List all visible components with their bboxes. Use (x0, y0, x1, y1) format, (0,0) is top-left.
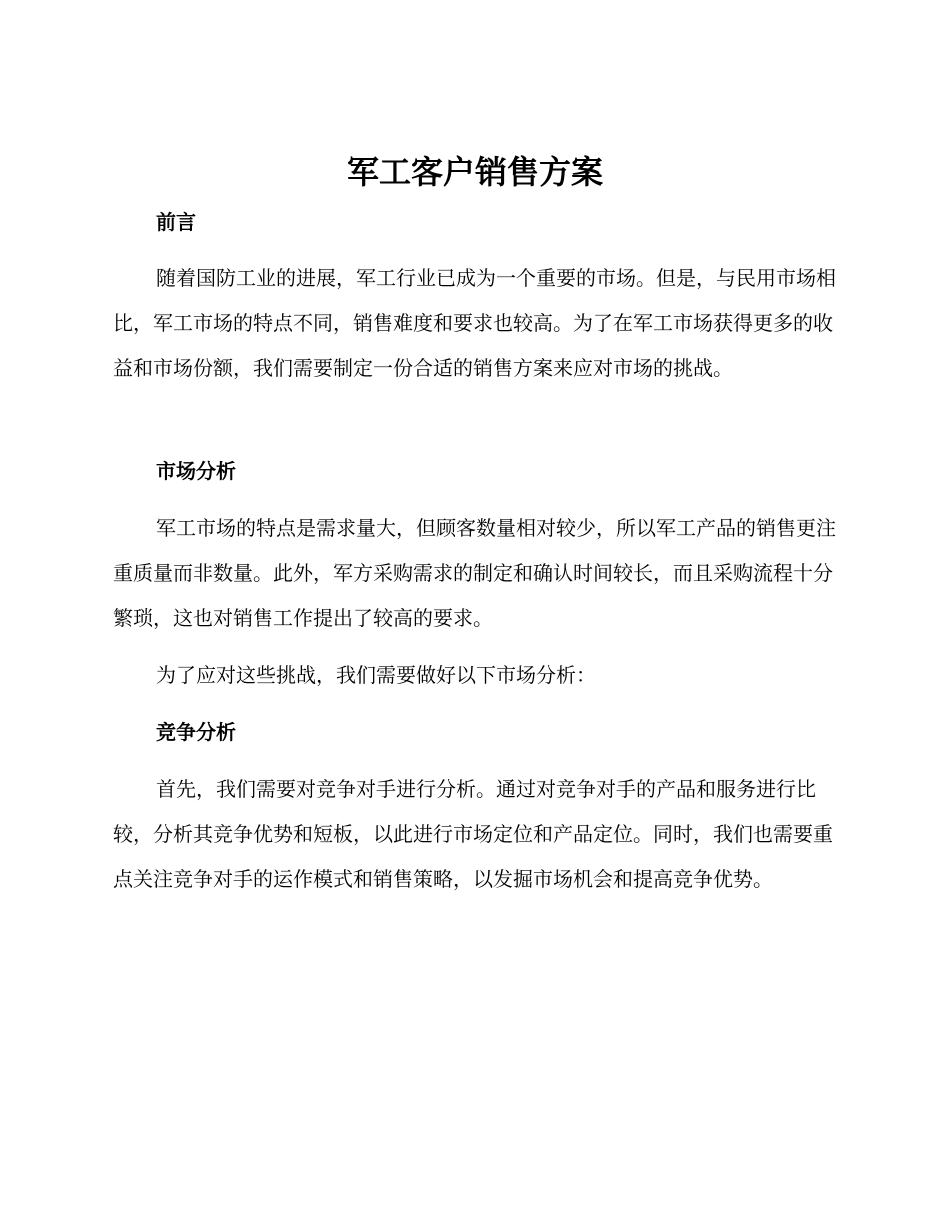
section-heading-competition-analysis: 竞争分析 (156, 720, 236, 744)
document-title: 军工客户销售方案 (346, 153, 603, 191)
section-heading-preface: 前言 (156, 210, 196, 234)
paragraph-competition-analysis: 首先，我们需要对竞争对手进行分析。通过对竞争对手的产品和服务进行比较，分析其竞争优势和短板，以此进行市场定位和产品定位。同时，我们也需要重点关注竞争对手的运作模式和销售策略，以发掘市场机会和提高竞争优势。 (113, 777, 833, 891)
paragraph-preface: 随着国防工业的进展，军工行业已成为一个重要的市场。但是，与民用市场相比，军工市场的特点不同，销售难度和要求也较高。为了在军工市场获得更多的收益和市场份额，我们需要制定一份合适的销售方案来应对市场的挑战。 (113, 266, 836, 380)
paragraph-market-analysis: 军工市场的特点是需求量大，但顾客数量相对较少，所以军工产品的销售更注重质量而非数量。此外，军方采购需求的制定和确认时间较长，而且采购流程十分繁琐，这也对销售工作提出了较高的要求。 (113, 516, 836, 630)
section-heading-market-analysis: 市场分析 (156, 459, 236, 483)
paragraph-market-analysis-intro: 为了应对这些挑战，我们需要做好以下市场分析： (156, 663, 596, 687)
